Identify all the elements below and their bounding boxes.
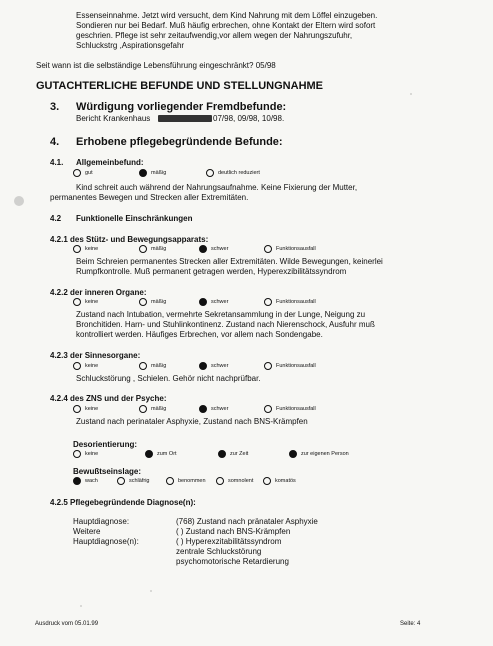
- radio-circle: [139, 245, 147, 253]
- radio-circle: [264, 362, 272, 370]
- s425-label-hauptdiagnosen: Hauptdiagnose(n):: [73, 537, 139, 546]
- s424-text-1: Zustand nach perinataler Asphyxie, Zustand nach BNS-Krämpfen: [76, 417, 308, 426]
- sec4-number: 4.: [50, 136, 60, 148]
- s423-option-label: mäßig: [151, 363, 167, 369]
- sec3-number: 3.: [50, 101, 60, 113]
- radio-circle: [117, 477, 125, 485]
- s425-diagnosis-4: zentrale Schluckstörung: [176, 547, 262, 556]
- s422-option-keine[interactable]: [73, 298, 98, 306]
- s422-option-label: mäßig: [151, 299, 167, 305]
- s424-option-label: keine: [85, 406, 99, 412]
- s421-option-maessig[interactable]: [139, 245, 166, 253]
- s425-diagnosis-5: psychomotorische Retardierung: [176, 557, 289, 566]
- scan-speck: [80, 605, 82, 607]
- bewusstsein-option-wach[interactable]: [73, 477, 98, 485]
- s421-option-label: mäßig: [151, 246, 167, 252]
- bewusstsein-option-komatoes[interactable]: [263, 477, 296, 485]
- radio-circle-checked: [218, 450, 226, 458]
- bewusstsein-option-somnolent[interactable]: [216, 477, 253, 485]
- s422-option-label: schwer: [211, 299, 229, 305]
- s41-text-1: Kind schreit auch während der Nahrungsaufnahme. Keine Fixierung der Mutter,: [76, 183, 358, 192]
- desorientierung-title: Desorientierung:: [73, 440, 138, 449]
- bewusstsein-option-schlaefrig[interactable]: [117, 477, 149, 485]
- s422-option-ausfall[interactable]: [264, 298, 316, 306]
- s421-title: 4.2.1 des Stütz- und Bewegungsapparats:: [50, 235, 209, 244]
- radio-circle: [206, 169, 214, 177]
- s41-option-reduziert[interactable]: [206, 169, 260, 177]
- desorientierung-option-label: zum Ort: [157, 451, 177, 457]
- radio-circle: [166, 477, 174, 485]
- radio-circle: [73, 362, 81, 370]
- radio-circle: [73, 405, 81, 413]
- bewusstsein-option-label: schläfrig: [129, 478, 150, 484]
- s423-option-label: keine: [85, 363, 99, 369]
- s423-option-ausfall[interactable]: [264, 362, 316, 370]
- s41-option-label: gut: [85, 170, 93, 176]
- radio-circle: [139, 298, 147, 306]
- s422-option-maessig[interactable]: [139, 298, 166, 306]
- redaction-mark: [158, 115, 212, 122]
- intro-line-2: Sondieren nur bei Bedarf. Muß häufig erbrechen, ohne Kontakt der Eltern wird sofort: [76, 21, 376, 30]
- s424-option-label: schwer: [211, 406, 229, 412]
- s425-label-weitere: Weitere: [73, 527, 101, 536]
- s425-diagnosis-1: (768) Zustand nach pränataler Asphyxie: [176, 517, 318, 526]
- scan-speck: [150, 590, 152, 592]
- sec4-title: Erhobene pflegebegründende Befunde:: [76, 136, 283, 148]
- s422-option-label: keine: [85, 299, 99, 305]
- radio-circle: [264, 245, 272, 253]
- radio-circle: [73, 169, 81, 177]
- s424-option-schwer[interactable]: [199, 405, 228, 413]
- intro-line-3: geschrien. Pflege ist sehr zeitaufwendig,vor allem wegen der Nahrungszufuhr,: [76, 31, 353, 40]
- s425-title: 4.2.5 Pflegebegründende Diagnose(n):: [50, 498, 196, 507]
- radio-circle: [264, 405, 272, 413]
- bewusstsein-option-label: wach: [85, 478, 98, 484]
- s424-option-label: Funktionsausfall: [276, 406, 316, 412]
- radio-circle: [139, 405, 147, 413]
- radio-circle-checked: [199, 362, 207, 370]
- s421-text-1: Beim Schreien permanentes Strecken aller Extremitäten. Wilde Bewegungen, keinerlei: [76, 257, 383, 266]
- radio-circle: [73, 298, 81, 306]
- radio-circle-checked: [199, 245, 207, 253]
- s422-title: 4.2.2 der inneren Organe:: [50, 288, 147, 297]
- s423-option-maessig[interactable]: [139, 362, 166, 370]
- s422-text-3: kontrolliert werden. Häufiges Erbrechen, vor allem nach Sondengabe.: [76, 330, 323, 339]
- s421-option-keine[interactable]: [73, 245, 98, 253]
- s423-option-keine[interactable]: [73, 362, 98, 370]
- bewusstsein-option-label: komatös: [275, 478, 296, 484]
- s42-title: Funktionelle Einschränkungen: [76, 214, 193, 223]
- desorientierung-option-person[interactable]: [289, 450, 349, 458]
- radio-circle-checked: [73, 477, 81, 485]
- radio-circle: [73, 245, 81, 253]
- radio-circle: [263, 477, 271, 485]
- desorientierung-option-label: keine: [85, 451, 99, 457]
- radio-circle-checked: [199, 298, 207, 306]
- desorientierung-option-zeit[interactable]: [218, 450, 248, 458]
- s41-option-gut[interactable]: [73, 169, 93, 177]
- sec3-text-b: 07/98, 09/98, 10/98.: [213, 114, 285, 123]
- radio-circle-checked: [145, 450, 153, 458]
- s424-option-label: mäßig: [151, 406, 167, 412]
- desorientierung-option-label: zur eigenen Person: [301, 451, 349, 457]
- s422-option-schwer[interactable]: [199, 298, 228, 306]
- s423-title: 4.2.3 der Sinnesorgane:: [50, 351, 141, 360]
- main-heading: GUTACHTERLICHE BEFUNDE UND STELLUNGNAHME: [36, 80, 324, 92]
- bewusstsein-option-benommen[interactable]: [166, 477, 206, 485]
- s421-option-label: schwer: [211, 246, 229, 252]
- scan-speck: [410, 93, 412, 95]
- s422-option-label: Funktionsausfall: [276, 299, 316, 305]
- s41-title: Allgemeinbefund:: [76, 158, 144, 167]
- s423-option-label: Funktionsausfall: [276, 363, 316, 369]
- s421-option-schwer[interactable]: [199, 245, 228, 253]
- radio-circle-checked: [139, 169, 147, 177]
- bewusstsein-title: Bewußtseinslage:: [73, 467, 142, 476]
- s424-title: 4.2.4 des ZNS und der Psyche:: [50, 394, 167, 403]
- desorientierung-option-ort[interactable]: [145, 450, 177, 458]
- bewusstsein-option-label: somnolent: [228, 478, 254, 484]
- intro-line-1: Essenseinnahme. Jetzt wird versucht, dem Kind Nahrung mit dem Löffel einzugeben.: [76, 11, 378, 20]
- s41-number: 4.1.: [50, 158, 64, 167]
- s42-number: 4.2: [50, 214, 62, 223]
- s424-option-maessig[interactable]: [139, 405, 166, 413]
- intro-line-4: Schluckstrg ,Aspirationsgefahr: [76, 41, 185, 50]
- s423-text-1: Schluckstörung , Schielen. Gehör nicht nachprüfbar.: [76, 374, 261, 383]
- s421-text-2: Rumpfkontrolle. Muß permanent getragen werden, Hyperexzibilitätssyndrom: [76, 267, 347, 276]
- s424-option-keine[interactable]: [73, 405, 98, 413]
- bewusstsein-option-label: benommen: [178, 478, 206, 484]
- s421-option-label: Funktionsausfall: [276, 246, 316, 252]
- s421-option-label: keine: [85, 246, 99, 252]
- s423-option-schwer[interactable]: [199, 362, 228, 370]
- sec3-title: Würdigung vorliegender Fremdbefunde:: [76, 101, 287, 113]
- radio-circle: [139, 362, 147, 370]
- s422-text-2: Bronchitiden. Harn- und Stuhlinkontinenz. Zustand nach Nierenschock, Ausfuhr muß: [76, 320, 375, 329]
- s41-option-label: deutlich reduziert: [218, 170, 260, 176]
- s423-option-label: schwer: [211, 363, 229, 369]
- radio-circle: [216, 477, 224, 485]
- s422-text-1: Zustand nach Intubation, vermehrte Sekretansammlung in der Lunge, Neigung zu: [76, 310, 366, 319]
- s41-option-maessig[interactable]: [139, 169, 166, 177]
- s41-option-label: mäßig: [151, 170, 167, 176]
- sec3-text-a: Bericht Krankenhaus: [76, 114, 151, 123]
- scan-speck: [14, 196, 24, 206]
- radio-circle-checked: [289, 450, 297, 458]
- s425-diagnosis-3: ( ) Hyperexzitabilitätssyndrom: [176, 537, 282, 546]
- s425-label-hauptdiagnose: Hauptdiagnose:: [73, 517, 130, 526]
- s41-text-2: permanentes Bewegen und Strecken aller Extremitäten.: [50, 193, 249, 202]
- footer-print-date: Ausdruck vom 05.01.99: [35, 621, 99, 627]
- radio-circle-checked: [199, 405, 207, 413]
- s421-option-ausfall[interactable]: [264, 245, 316, 253]
- footer-page-number: Seite: 4: [400, 621, 421, 627]
- desorientierung-option-keine[interactable]: [73, 450, 98, 458]
- desorientierung-option-label: zur Zeit: [230, 451, 249, 457]
- radio-circle: [264, 298, 272, 306]
- s425-diagnosis-2: ( ) Zustand nach BNS-Krämpfen: [176, 527, 291, 536]
- s424-option-ausfall[interactable]: [264, 405, 316, 413]
- radio-circle: [73, 450, 81, 458]
- since-question: Seit wann ist die selbständige Lebensführung eingeschränkt? 05/98: [36, 61, 276, 70]
